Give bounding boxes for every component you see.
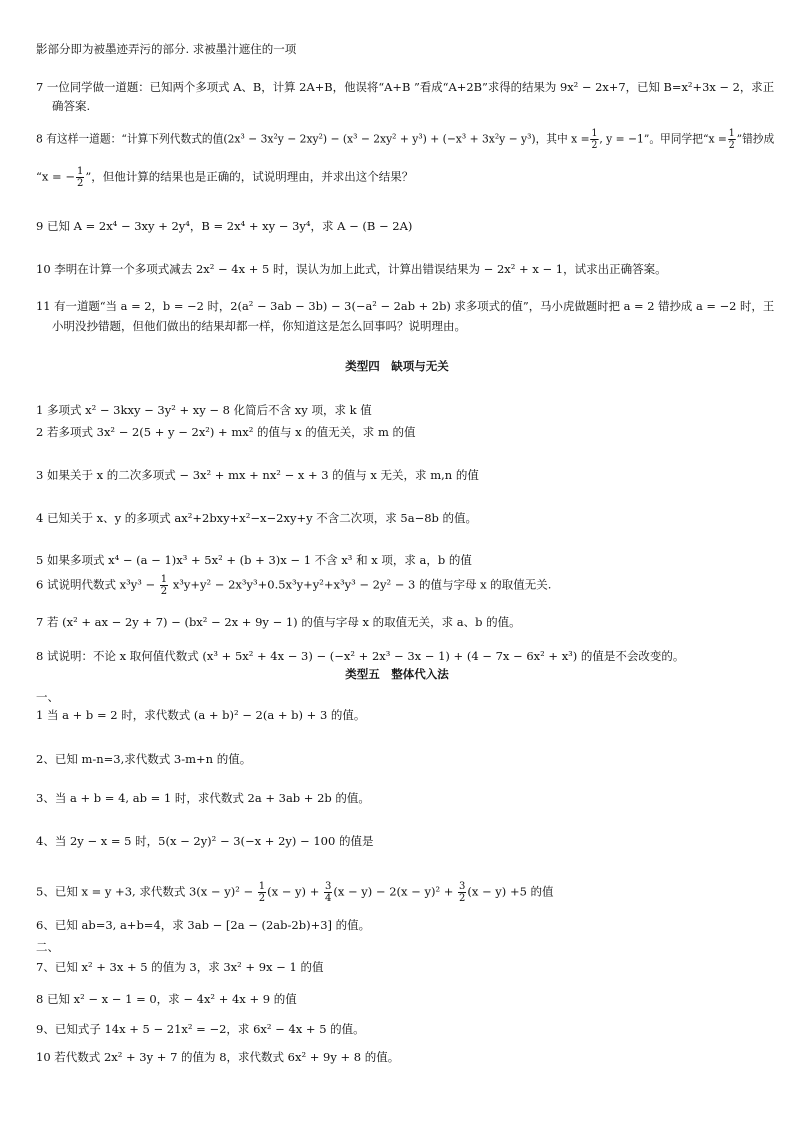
type5-question-4: 4、当 2y − x = 5 时，5(x − 2y)² − 3(−x + 2y) − 100 的值是	[36, 834, 374, 848]
problem-9: 9 已知 A = 2x⁴ − 3xy + 2y⁴，B = 2x⁴ + xy − 3y⁴，求 A − (B − 2A)	[36, 219, 413, 233]
subsection-two: 二、	[36, 940, 59, 954]
fraction-one-half: $\frac{1}{2}$	[160, 574, 168, 597]
fraction-three-quarters: $\frac{3}{4}$	[325, 881, 332, 904]
problem-11-line-2: 小明没抄错题，但他们做出的结果却都一样，你知道这是怎么回事吗？说明理由。	[52, 319, 466, 333]
fraction-three-halves: $\frac{3}{2}$	[459, 881, 466, 904]
type4-question-5: 5 如果多项式 x⁴ − (a − 1)x³ + 5x² + (b + 3)x − 1 不含 x³ 和 x 项，求 a，b 的值	[36, 553, 472, 567]
problem-8-x: x =	[708, 131, 727, 146]
problem-8-text-c: ”。甲同学把“	[643, 131, 709, 146]
problem-8-wrong-x: x = −	[41, 169, 75, 184]
problem-8-expression: (2x³ − 3x²y − 2xy²) − (x³ − 2xy² + y³) + (−x³ + 3x²y − y³)	[223, 131, 536, 146]
type4-question-2: 2 若多项式 3x² − 2(5 + y − 2x²) + mx² 的值与 x 的值无关，求 m 的值	[36, 425, 416, 439]
type4-question-7: 7 若 (x² + ax − 2y + 7) − (bx² − 2x + 9y − 1) 的值与字母 x 的取值无关，求 a、b 的值。	[36, 615, 521, 629]
problem-8-text-b: ，其中	[535, 131, 568, 146]
problem-8-condition-suffix: , y = −1	[599, 131, 644, 146]
type5-question-2: 2、已知 m-n=3,求代数式 3-m+n 的值。	[36, 752, 252, 766]
problem-7-line-2: 确答案.	[52, 99, 91, 113]
problem-8-text-a: 8 有这样一道题：“计算下列代数式的值	[36, 131, 224, 146]
section-heading-type-4: 类型四 缺项与无关	[345, 359, 449, 373]
problem-8-line-2: “x = − $\frac{1}{2}$ ”，但他计算的结果也是正确的，试说明理由，并求出这个结果？	[36, 166, 414, 189]
line-intro: 影部分即为被墨迹弄污的部分. 求被墨汁遮住的一项	[36, 42, 297, 56]
type4-question-8: 8 试说明：不论 x 取何值代数式 (x³ + 5x² + 4x − 3) − (−x² + 2x³ − 3x − 1) + (4 − 7x − 6x² + x³) 的值是不会改变的。	[36, 649, 685, 663]
type5-question-8: 8 已知 x² − x − 1 = 0，求 − 4x² + 4x + 9 的值	[36, 992, 297, 1006]
problem-11-line-1: 11 有一道题“当 a = 2，b = −2 时，2(a² − 3ab − 3b) − 3(−a² − 2ab + 2b) 求多项式的值”，马小虎做题时把 a = 2 错抄成 a = −2 时，王	[36, 299, 775, 313]
fraction-one-half: $\frac{1}{2}$	[591, 128, 598, 151]
type5-question-10: 10 若代数式 2x² + 3y + 7 的值为 8，求代数式 6x² + 9y + 8 的值。	[36, 1050, 400, 1064]
type5-question-5: 5、已知 x = y +3, 求代数式 3(x − y)² − $\frac{1}{2}$ (x − y) + $\frac{3}{4}$ (x − y) − 2(x − y)² + $\frac{3}{2}$ (x − y) +5 的值	[36, 881, 554, 904]
type5-question-9: 9、已知式子 14x + 5 − 21x² = −2，求 6x² − 4x + 5 的值。	[36, 1022, 365, 1036]
problem-8-condition-prefix: x =	[571, 131, 590, 146]
fraction-one-half: $\frac{1}{2}$	[76, 166, 84, 189]
type4-question-6: 6 试说明代数式 x³y³ − $\frac{1}{2}$ x³y+y² − 2x³y³+0.5x³y+y²+x³y³ − 2y² − 3 的值与字母 x 的取值无关.	[36, 574, 552, 597]
fraction-one-half: $\frac{1}{2}$	[258, 881, 266, 904]
type4-question-3: 3 如果关于 x 的二次多项式 − 3x² + mx + nx² − x + 3 的值与 x 无关，求 m,n 的值	[36, 468, 479, 482]
type4-question-1: 1 多项式 x² − 3kxy − 3y² + xy − 8 化简后不含 xy 项，求 k 值	[36, 403, 372, 417]
subsection-one: 一、	[36, 690, 59, 704]
problem-7-line-1: 7 一位同学做一道题：已知两个多项式 A、B，计算 2A+B，他误将“A+B ”看成“A+2B”求得的结果为 9x² − 2x+7，已知 B=x²+3x − 2，求正	[36, 80, 775, 94]
fraction-one-half: $\frac{1}{2}$	[728, 128, 735, 151]
type4-question-4: 4 已知关于 x、y 的多项式 ax²+2bxy+x²−x−2xy+y 不含二次项，求 5a−8b 的值。	[36, 511, 478, 525]
type5-question-7: 7、已知 x² + 3x + 5 的值为 3，求 3x² + 9x − 1 的值	[36, 960, 324, 974]
problem-8-text-d: ”错抄成	[736, 131, 775, 146]
type5-question-3: 3、当 a + b = 4, ab = 1 时，求代数式 2a + 3ab + 2b 的值。	[36, 791, 370, 805]
problem-8-line-1	[36, 128, 775, 151]
type5-question-1: 1 当 a + b = 2 时，求代数式 (a + b)² − 2(a + b) + 3 的值。	[36, 708, 366, 722]
problem-10: 10 李明在计算一个多项式减去 2x² − 4x + 5 时，误认为加上此式，计算出错误结果为 − 2x² + x − 1，试求出正确答案。	[36, 262, 667, 276]
type5-question-6: 6、已知 ab=3, a+b=4，求 3ab − [2a − (2ab-2b)+3] 的值。	[36, 918, 371, 932]
section-heading-type-5: 类型五 整体代入法	[345, 667, 449, 681]
